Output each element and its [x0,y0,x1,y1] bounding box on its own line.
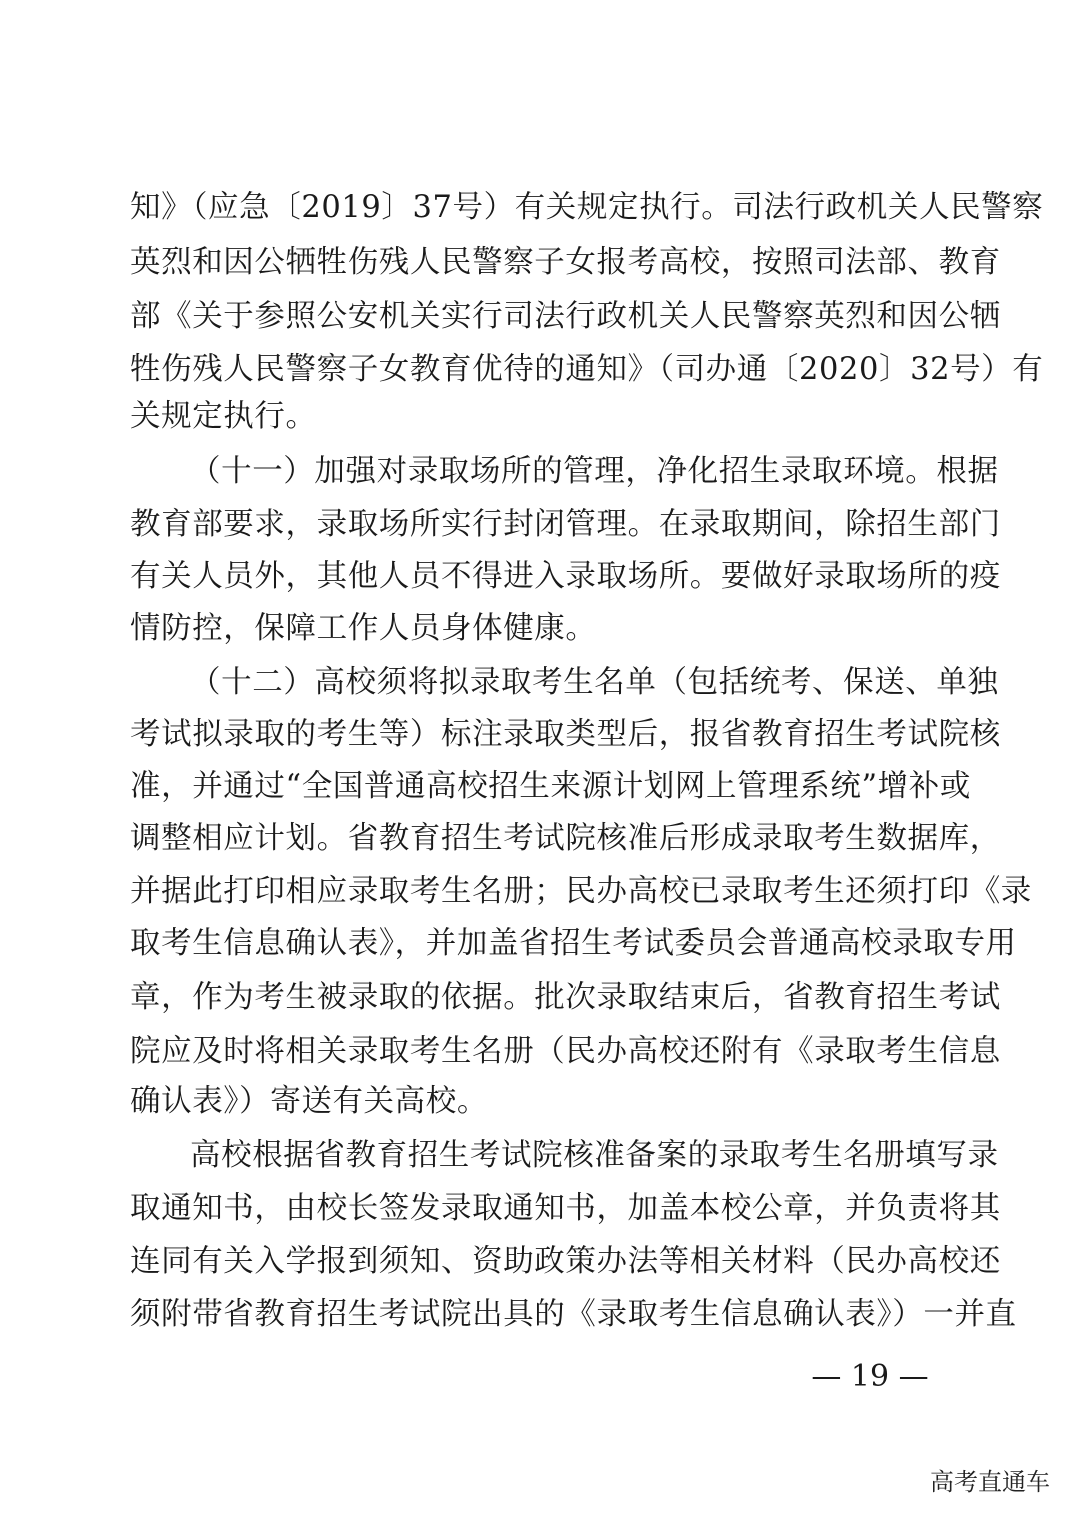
text-line: 有关人员外，其他人员不得进入录取场所。要做好录取场所的疫 [130,559,1001,594]
text-line: 情防控，保障工作人员身体健康。 [130,611,597,646]
text-line: 院应及时将相关录取考生名册（民办高校还附有《录取考生信息 [130,1034,1001,1069]
text-line: 取通知书，由校长签发录取通知书，加盖本校公章，并负责将其 [130,1191,1001,1226]
text-line: 须附带省教育招生考试院出具的《录取考生信息确认表》）一并直 [130,1297,1017,1332]
text-line: 知》（应急〔2019〕37号）有关规定执行。司法行政机关人民警察 [130,190,1044,225]
text-line: 确认表》）寄送有关高校。 [130,1084,488,1119]
text-line: 调整相应计划。省教育招生考试院核准后形成录取考生数据库， [130,821,1001,856]
text-line: 关规定执行。 [130,399,317,434]
watermark-text: 高考直通车 [930,1468,1050,1496]
paragraph-first-line: 高校根据省教育招生考试院核准备案的录取考生名册填写录 [190,1138,999,1173]
paragraph-first-line: （十二）高校须将拟录取考生名单（包括统考、保送、单独 [190,665,999,700]
text-line: 考试拟录取的考生等）标注录取类型后，报省教育招生考试院核 [130,717,1001,752]
text-line: 牲伤残人民警察子女教育优待的通知》（司办通〔2020〕32号）有 [130,352,1044,387]
text-line: 部《关于参照公安机关实行司法行政机关人民警察英烈和因公牺 [130,299,1001,334]
text-line: 准，并通过“全国普通高校招生来源计划网上管理系统”增补或 [130,769,971,804]
text-line: 取考生信息确认表》，并加盖省招生考试委员会普通高校录取专用 [130,926,1017,961]
paragraph-first-line: （十一）加强对录取场所的管理，净化招生录取环境。根据 [190,454,999,489]
text-line: 连同有关入学报到须知、资助政策办法等相关材料（民办高校还 [130,1244,1001,1279]
text-line: 章，作为考生被录取的依据。批次录取结束后，省教育招生考试 [130,980,1001,1015]
text-line: 并据此打印相应录取考生名册；民办高校已录取考生还须打印《录 [130,874,1032,909]
text-line: 英烈和因公牺牲伤残人民警察子女报考高校，按照司法部、教育 [130,245,1001,280]
page-number: — 19 — [811,1359,929,1394]
text-line: 教育部要求，录取场所实行封闭管理。在录取期间，除招生部门 [130,507,1001,542]
